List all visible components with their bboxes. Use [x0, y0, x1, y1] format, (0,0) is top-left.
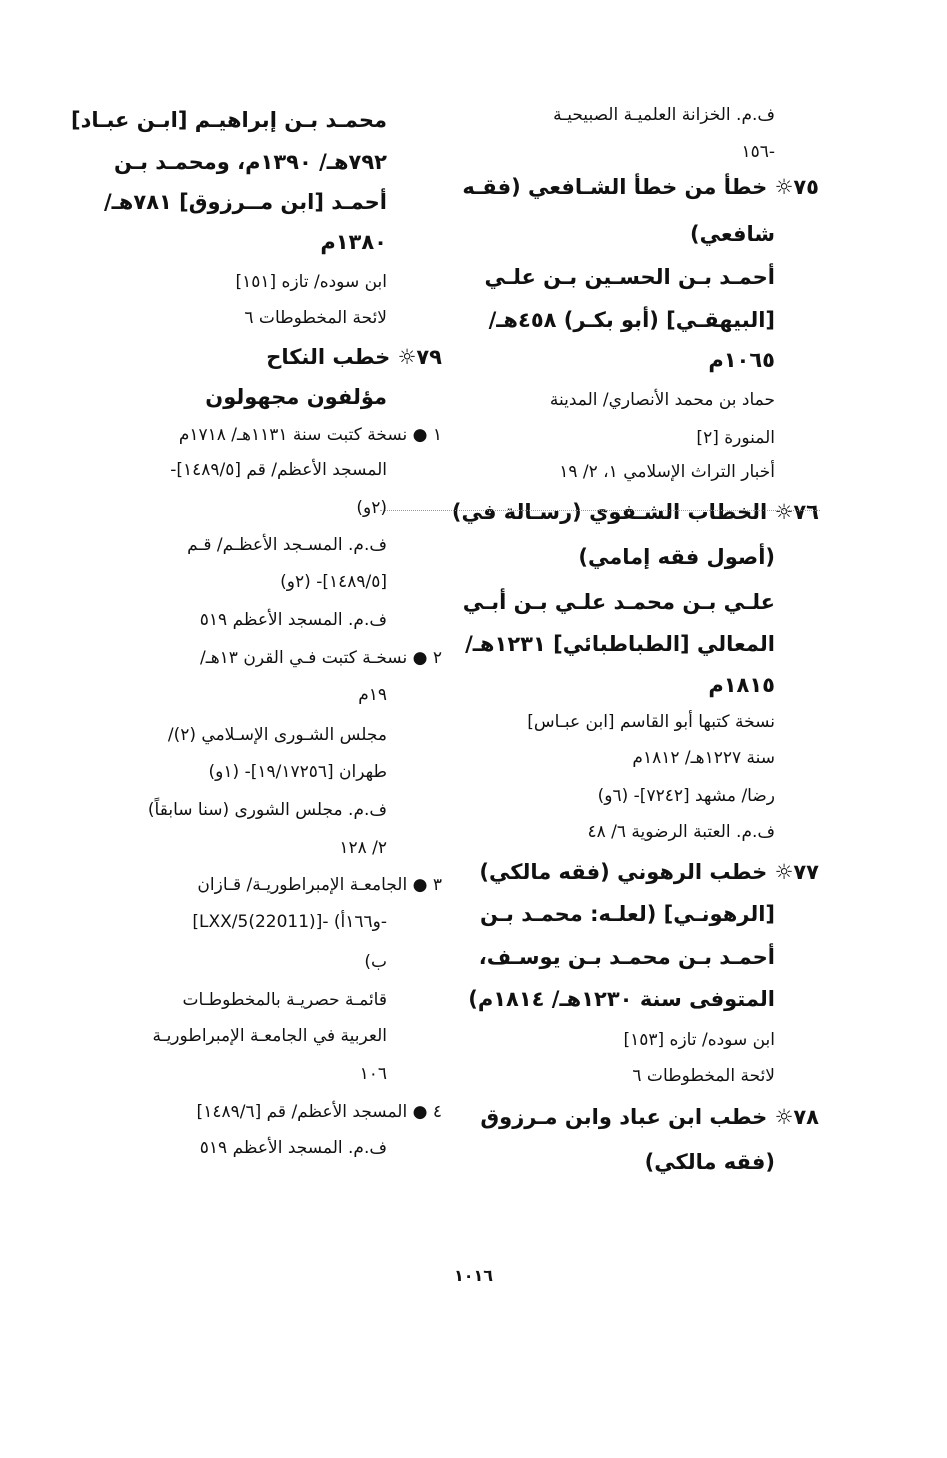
right_column-line: أخبار التراث الإسلامي ١، ٢/ ١٩ [559, 462, 775, 482]
left_column-line: ١ ● نسخة كتبت سنة ١١٣١هـ/ ١٧١٨م [178, 425, 442, 445]
right_column-line: المنورة [٢] [696, 428, 775, 448]
left_column-line: ف.م. المسـجد الأعظـم/ قـم [187, 535, 387, 555]
right_column-line: (فقه مالكي) [644, 1150, 775, 1174]
right_column-line: ١٥٦- [741, 142, 775, 162]
right_column-line: المعالي [الطباطبائي] ١٢٣١هـ/ [465, 632, 775, 656]
right_column-line: [البيهقـي] (أبو بكـر) ٤٥٨هـ/ [488, 308, 775, 332]
right_column-line: نسخة كتبها أبو القاسم [ابن عبـاس] [527, 712, 775, 732]
left_column-line: لائحة المخطوطات ٦ [244, 308, 387, 328]
right_column-line: ٧٧☼ خطب الرهوني (فقه مالكي) [479, 860, 819, 884]
right_column-line: حماد بن محمد الأنصاري/ المدينة [549, 390, 775, 410]
left_column-line: ٧٩٢هـ/ ١٣٩٠م، ومحمـد بـن [114, 150, 387, 174]
left_column-line: ٤ ● المسجد الأعظم/ قم [١٤٨٩/٦] [196, 1102, 442, 1122]
left_column-line: المسجد الأعظم/ قم [١٤٨٩/٥]- [170, 460, 387, 480]
right_column-line: أحمـد بـن محمـد بـن يوسـف، [478, 945, 775, 969]
left_column-line: ف.م. المسجد الأعظم ٥١٩ [199, 610, 387, 630]
left_column-line: ٢/ ١٢٨ [339, 838, 387, 858]
left_column-line: [١٤٨٩/٥]- (٢و) [280, 572, 387, 592]
left_column-line: ف.م. المسجد الأعظم ٥١٩ [199, 1138, 387, 1158]
right_column-line: شافعي) [690, 222, 775, 246]
right_column-line: ف.م. الخزانة العلميـة الصبيحيـة [553, 105, 775, 125]
right_column-line: (أصول فقه إمامي) [578, 545, 775, 569]
left_column-line: ٧٩☼ خطب النكاح [266, 345, 442, 369]
left_column-line: قائمـة حصريـة بالمخطوطـات [182, 990, 387, 1010]
left_column-line: طهران [١٩/١٧٢٥٦]- (١و) [208, 762, 387, 782]
left_column-line: ١٩م [358, 685, 387, 705]
right_column-line: لائحة المخطوطات ٦ [632, 1066, 775, 1086]
left_column-line: مؤلفون مجهولون [205, 385, 387, 409]
left_column-line: ٣ ● الجامعـة الإمبراطوريـة/ قـازان [197, 875, 442, 895]
right_column-line: ١٠٦٥م [708, 348, 775, 372]
right_column-line: ٧٨☼ خطب ابن عباد وابن مـرزوق [480, 1105, 819, 1129]
right_column-line: ٧٥☼ خطأ من خطأ الشـافعي (فقـه [462, 175, 819, 199]
page-number: ١٠١٦ [453, 1266, 494, 1285]
left_column-line: ب) [364, 952, 387, 972]
right_column-line: رضا/ مشهد [٧٢٤٢]- (٦و) [597, 786, 775, 806]
page-divider [380, 510, 820, 511]
left_column-line: أحمـد [ابن مــرزوق] ٧٨١هـ/ [103, 190, 387, 214]
right_column-line: علـي بـن محمـد علـي بـن أبـي [462, 590, 775, 614]
right_column-line: ف.م. العتبة الرضوية ٦/ ٤٨ [587, 822, 775, 842]
right_column-line: ٧٦☼ الخطاب الشـفوي (رسـالة في) [451, 500, 819, 524]
left_column-line: [LXX/5(22011)]- (و١٦٦أ- [192, 912, 387, 932]
left_column-line: مجلس الشـورى الإسـلامي (٢)/ [167, 725, 387, 745]
left_column-line: العربية في الجامعـة الإمبراطوريـة [152, 1026, 387, 1046]
right_column-line: سنة ١٢٢٧هـ/ ١٨١٢م [632, 748, 775, 768]
right_column-line: المتوفى سنة ١٢٣٠هـ/ ١٨١٤م) [468, 987, 775, 1011]
right_column-line: [الرهونـي] (لعلـه: محمـد بـن [479, 902, 775, 926]
left_column-line: ف.م. مجلس الشورى (سنا سابقاً) [147, 800, 387, 820]
left_column-line: محمـد بـن إبراهيـم [ابـن عبـاد] [71, 108, 387, 132]
left_column-line: ٢ ● نسخـة كتبت فـي القرن ١٣هـ/ [199, 648, 442, 668]
left_column-line: ١٠٦ [359, 1064, 387, 1084]
right_column-line: ١٨١٥م [708, 673, 775, 697]
left_column-line: ابن سوده/ تازه [١٥١] [235, 272, 387, 292]
left_column-line: ١٣٨٠م [320, 230, 387, 254]
right_column-line: أحمـد بـن الحسـين بـن علـي [484, 265, 775, 289]
left_column-line: (٢و) [356, 498, 387, 518]
right_column-line: ابن سوده/ تازه [١٥٣] [623, 1030, 775, 1050]
